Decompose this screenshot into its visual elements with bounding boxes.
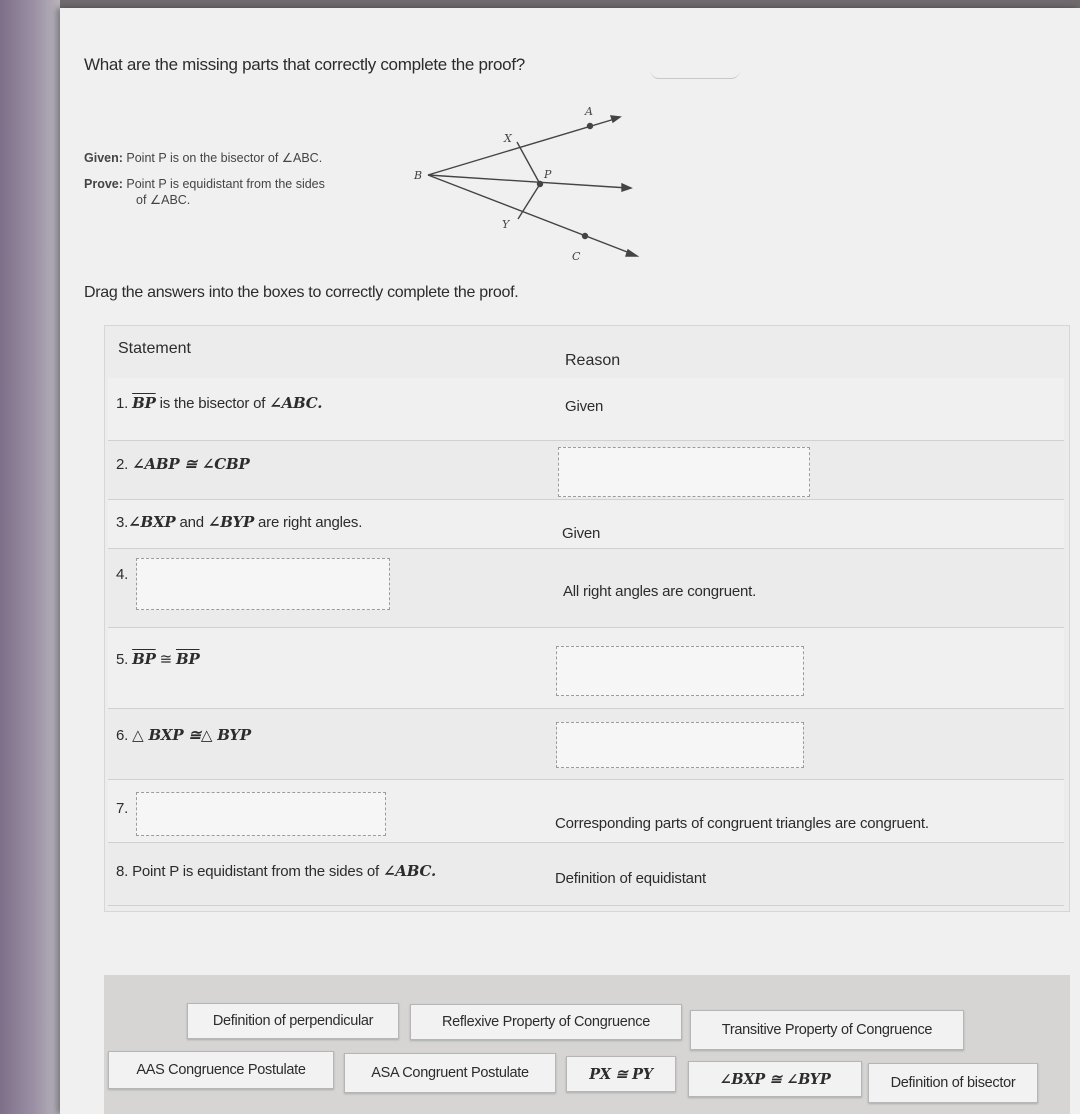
reason-5-dropbox[interactable]	[556, 646, 804, 696]
arrow-A	[611, 116, 620, 122]
screen-bezel	[0, 0, 60, 1114]
label-X: X	[504, 132, 512, 145]
answer-definition-of-perpendicular[interactable]: Definition of perpendicular	[187, 1003, 399, 1039]
answer-underline	[650, 70, 740, 79]
statement-8: 8. Point P is equidistant from the sides of ∠ABC.	[116, 862, 436, 880]
given-text: Point P is on the bisector of ∠ABC.	[126, 151, 323, 165]
statement-4-number: 4.	[116, 566, 129, 583]
answer-angle-bxp-congruent-byp[interactable]: ∠BXP ≅ ∠BYP	[688, 1061, 862, 1097]
statement-6: 6. △ BXP ≅△ BYP	[116, 726, 251, 744]
point-P	[538, 182, 543, 187]
reason-6-dropbox[interactable]	[556, 722, 804, 768]
label-C: C	[572, 250, 581, 263]
label-B: B	[414, 169, 423, 182]
statement-7-number: 7.	[116, 800, 129, 817]
point-C	[583, 234, 588, 239]
angle-bisector-diagram	[400, 100, 640, 270]
answer-px-congruent-py[interactable]: PX ≅ PY	[566, 1056, 676, 1092]
label-Y: Y	[502, 218, 510, 231]
statement-2: 2. ∠ABP ≅ ∠CBP	[116, 455, 250, 473]
prove-text-2: of ∠ABC.	[136, 193, 191, 207]
arrow-C	[626, 250, 637, 256]
answer-reflexive-property[interactable]: Reflexive Property of Congruence	[410, 1004, 682, 1040]
reason-2-dropbox[interactable]	[558, 447, 810, 497]
answer-asa-congruent[interactable]: ASA Congruent Postulate	[344, 1053, 556, 1093]
answer-transitive-property[interactable]: Transitive Property of Congruence	[690, 1010, 964, 1050]
statement-3: 3.∠BXP and ∠BYP are right angles.	[116, 513, 363, 531]
point-A	[588, 124, 593, 129]
statement-7-dropbox[interactable]	[136, 792, 386, 836]
reason-7: Corresponding parts of congruent triangles are congruent.	[555, 815, 929, 832]
statement-header: Statement	[118, 340, 191, 357]
reason-8: Definition of equidistant	[555, 870, 706, 887]
segment-PX	[517, 142, 540, 184]
statement-1: 1. $\overline{BP}$ is the bisector of ∠ABC.	[116, 394, 323, 412]
arrow-P	[622, 184, 631, 191]
prove-label: Prove:	[84, 177, 123, 191]
prove-text: Point P is equidistant from the sides	[126, 177, 325, 191]
reason-header: Reason	[565, 352, 621, 369]
reason-1: Given	[565, 398, 604, 415]
answer-definition-of-bisector[interactable]: Definition of bisector	[868, 1063, 1038, 1103]
given-label: Given:	[84, 151, 123, 165]
question-text: What are the missing parts that correctly complete the proof?	[84, 55, 525, 74]
label-P: P	[544, 168, 552, 181]
statement-5: 5. $\overline{BP}$ ≅ $\overline{BP}$	[116, 650, 200, 668]
reason-3: Given	[562, 525, 601, 542]
answer-aas-congruence[interactable]: AAS Congruence Postulate	[108, 1051, 334, 1089]
label-A: A	[585, 105, 593, 118]
reason-4: All right angles are congruent.	[563, 583, 757, 600]
given-prove-block	[84, 150, 325, 208]
instruction-text: Drag the answers into the boxes to correctly complete the proof.	[84, 284, 519, 301]
statement-4-dropbox[interactable]	[136, 558, 390, 610]
